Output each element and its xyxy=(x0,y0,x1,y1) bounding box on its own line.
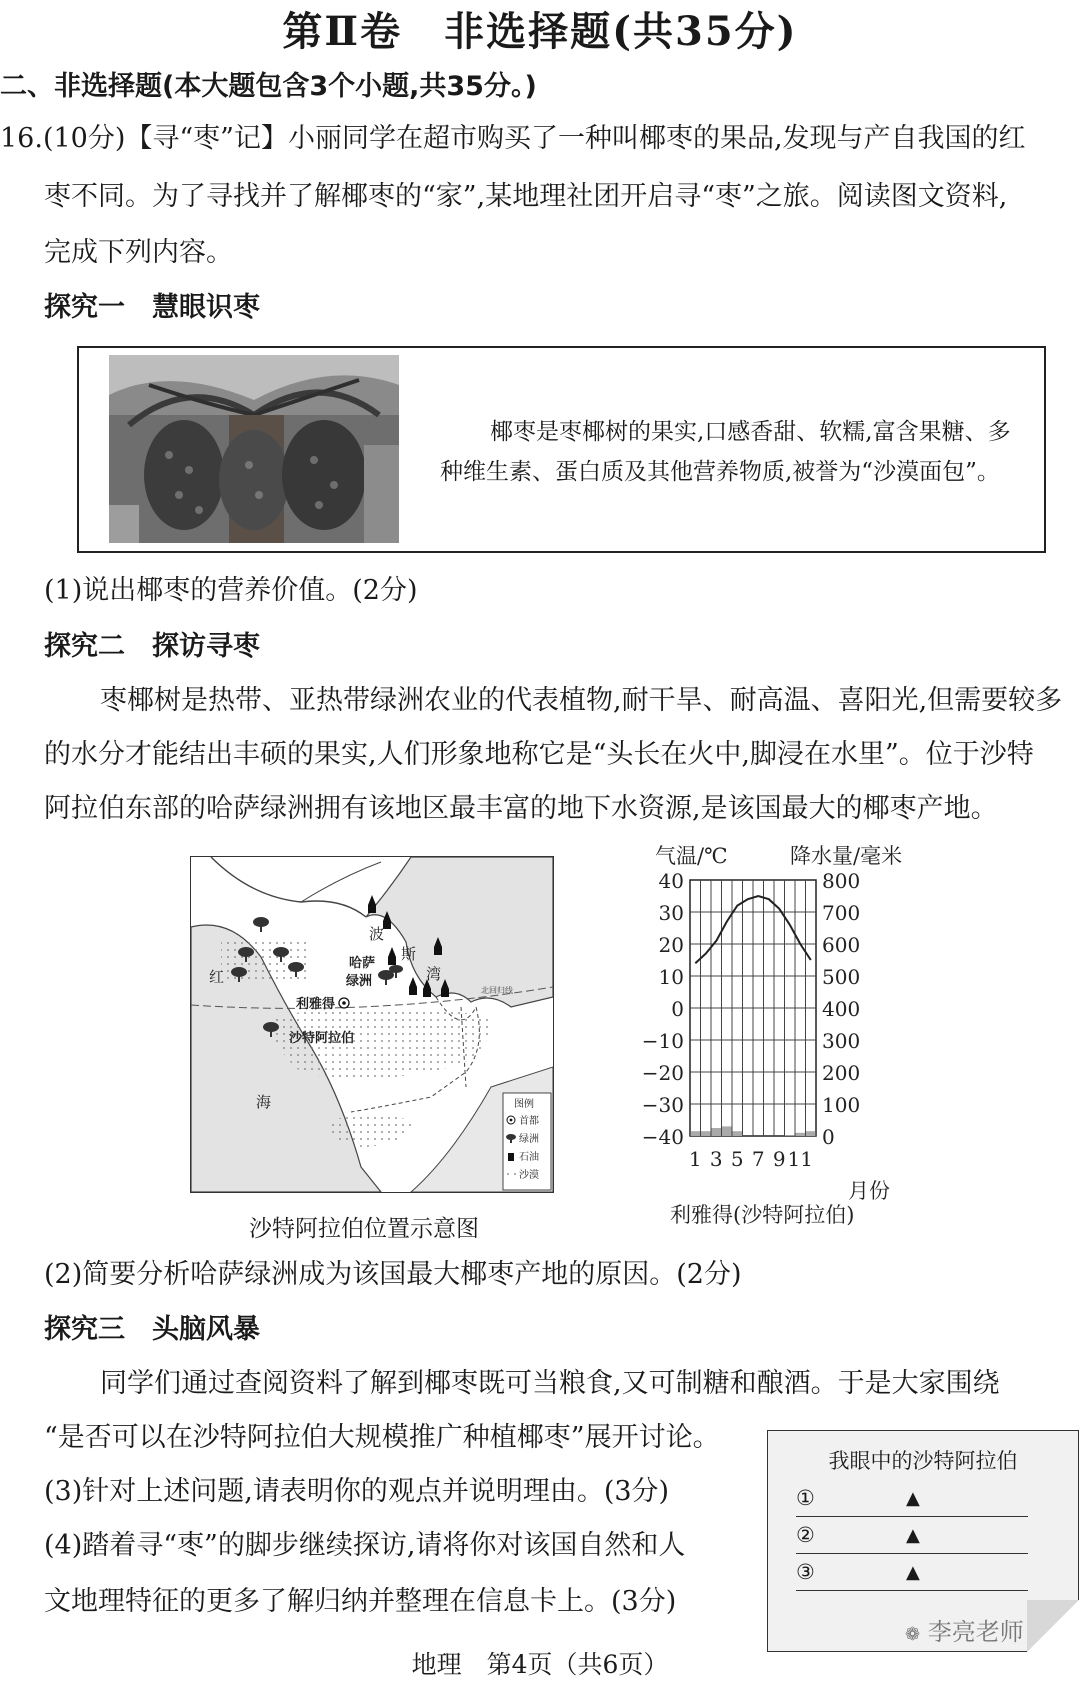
para3-line1: 同学们通过查阅资料了解到椰枣既可当粮食,又可制糖和酿酒。于是大家围绕 xyxy=(100,1368,1000,1399)
info-card-row-number: ③ xyxy=(796,1560,815,1584)
precip-tick-label: 600 xyxy=(822,933,861,957)
legend-title: 图例 xyxy=(514,1099,534,1110)
para2-line1: 枣椰树是热带、亚热带绿洲农业的代表植物,耐干旱、耐高温、喜阳光,但需要较多 xyxy=(100,685,1063,716)
precip-tick-label: 0 xyxy=(822,1125,835,1149)
saudi-location-map xyxy=(190,856,554,1193)
info-card-title: 我眼中的沙特阿拉伯 xyxy=(828,1449,1018,1473)
precip-tick-label: 300 xyxy=(822,1029,861,1053)
temp-tick-label: 30 xyxy=(658,901,684,925)
map-label-hai: 海 xyxy=(256,1093,272,1111)
map-label-wan: 湾 xyxy=(426,965,442,983)
section-heading: 二、非选择题(本大题包含3个小题,共35分。) xyxy=(0,71,537,102)
month-tick-label: 1 xyxy=(688,1147,702,1171)
temp-tick-label: −20 xyxy=(641,1061,684,1085)
temp-tick-label: −10 xyxy=(641,1029,684,1053)
info-card-row xyxy=(796,1560,1028,1591)
info-card-row-number: ① xyxy=(796,1486,815,1510)
precip-tick-label: 100 xyxy=(822,1093,861,1117)
para3-line2: “是否可以在沙特阿拉伯大规模推广种植椰枣”展开讨论。 xyxy=(44,1422,720,1453)
temp-tick-label: 10 xyxy=(658,965,684,989)
page-title: 第Ⅱ卷 非选择题(共35分) xyxy=(282,8,798,55)
month-tick-label: 3 xyxy=(709,1147,723,1171)
riyadh-climate-chart xyxy=(630,840,940,1225)
map-label-riyadh: 利雅得 xyxy=(296,997,336,1012)
precip-bar xyxy=(785,1135,795,1136)
wechat-icon: ❁ xyxy=(905,1624,921,1645)
chart-right-ylabel: 降水量/毫米 xyxy=(790,844,903,868)
chart-left-ylabel: 气温/℃ xyxy=(655,844,728,868)
para2-line3: 阿拉伯东部的哈萨绿洲拥有该地区最丰富的地下水资源,是该国最大的椰枣产地。 xyxy=(44,793,998,824)
question-16-line3: 完成下列内容。 xyxy=(44,237,233,268)
triangle-marker-icon: ▲ xyxy=(906,1488,920,1509)
map-label-si: 斯 xyxy=(401,945,417,963)
precip-bar xyxy=(712,1128,722,1136)
map-label-tropic: 北回归线 xyxy=(481,986,513,995)
precip-bar xyxy=(796,1133,806,1136)
map-label-saudi: 沙特阿拉伯 xyxy=(289,1031,355,1046)
map-label-hasa1: 哈萨 xyxy=(349,956,376,971)
temp-tick-label: −40 xyxy=(641,1125,684,1149)
question-4-line1: (4)踏着寻“枣”的脚步继续探访,请将你对该国自然和人 xyxy=(44,1530,686,1561)
precip-bar xyxy=(701,1131,711,1136)
map-label-bo: 波 xyxy=(369,925,385,943)
temp-tick-label: −30 xyxy=(641,1093,684,1117)
chart-title: 利雅得(沙特阿拉伯) xyxy=(670,1203,855,1225)
explore-3-heading: 探究三 头脑风暴 xyxy=(44,1314,260,1345)
month-tick-label: 5 xyxy=(730,1147,744,1171)
temp-tick-label: 40 xyxy=(658,869,684,893)
explore-1-heading: 探究一 慧眼识枣 xyxy=(44,292,260,323)
legend-oasis: 绿洲 xyxy=(519,1134,539,1145)
temp-tick-label: 20 xyxy=(658,933,684,957)
map-label-hong: 红 xyxy=(209,968,225,986)
date-palm-photo xyxy=(109,355,399,543)
question-1: (1)说出椰枣的营养价值。(2分) xyxy=(44,575,418,606)
triangle-marker-icon: ▲ xyxy=(906,1562,920,1583)
legend-desert: 沙漠 xyxy=(519,1170,539,1181)
question-2: (2)简要分析哈萨绿洲成为该国最大椰枣产地的原因。(2分) xyxy=(44,1259,742,1290)
info-card-row-number: ② xyxy=(796,1523,815,1547)
precip-tick-label: 200 xyxy=(822,1061,861,1085)
precip-bar xyxy=(691,1131,701,1136)
precip-tick-label: 400 xyxy=(822,997,861,1021)
legend-oil: 石油 xyxy=(519,1152,539,1163)
precip-tick-label: 800 xyxy=(822,869,861,893)
info-card-row xyxy=(796,1523,1028,1554)
month-tick-label: 9 xyxy=(772,1147,786,1171)
info-card-row xyxy=(796,1486,1028,1517)
precip-tick-label: 500 xyxy=(822,965,861,989)
precip-bar xyxy=(722,1126,732,1136)
map-label-hasa2: 绿洲 xyxy=(346,974,373,989)
question-3: (3)针对上述问题,请表明你的观点并说明理由。(3分) xyxy=(44,1476,670,1507)
precip-tick-label: 700 xyxy=(822,901,861,925)
temp-tick-label: 0 xyxy=(671,997,684,1021)
precip-bar xyxy=(806,1131,816,1136)
page-footer: 地理 第4页（共6页） xyxy=(411,1650,669,1679)
watermark xyxy=(905,1612,1024,1647)
month-tick-label: 7 xyxy=(751,1147,765,1171)
map-caption: 沙特阿拉伯位置示意图 xyxy=(249,1216,479,1242)
question-16-line1: 16.(10分)【寻“枣”记】小丽同学在超市购买了一种叫椰枣的果品,发现与产自我国的红 xyxy=(0,123,1026,154)
date-description: 椰枣是枣椰树的果实,口感香甜、软糯,富含果糖、多种维生素、蛋白质及其他营养物质,被誉为“沙漠面包”。 xyxy=(440,419,1011,485)
question-4-line2: 文地理特征的更多了解归纳并整理在信息卡上。(3分) xyxy=(44,1586,677,1617)
watermark-text: 李亮老师 xyxy=(927,1618,1024,1646)
para2-line2: 的水分才能结出丰硕的果实,人们形象地称它是“头长在火中,脚浸在水里”。位于沙特 xyxy=(44,739,1034,770)
triangle-marker-icon: ▲ xyxy=(906,1525,920,1546)
question-16-line2: 枣不同。为了寻找并了解椰枣的“家”,某地理社团开启寻“枣”之旅。阅读图文资料, xyxy=(44,181,1008,212)
month-tick-label: 11 xyxy=(787,1147,813,1171)
chart-xlabel: 月份 xyxy=(848,1179,890,1203)
legend-capital: 首都 xyxy=(519,1116,539,1127)
precip-bar xyxy=(733,1131,743,1136)
explore-2-heading: 探究二 探访寻枣 xyxy=(44,631,260,662)
